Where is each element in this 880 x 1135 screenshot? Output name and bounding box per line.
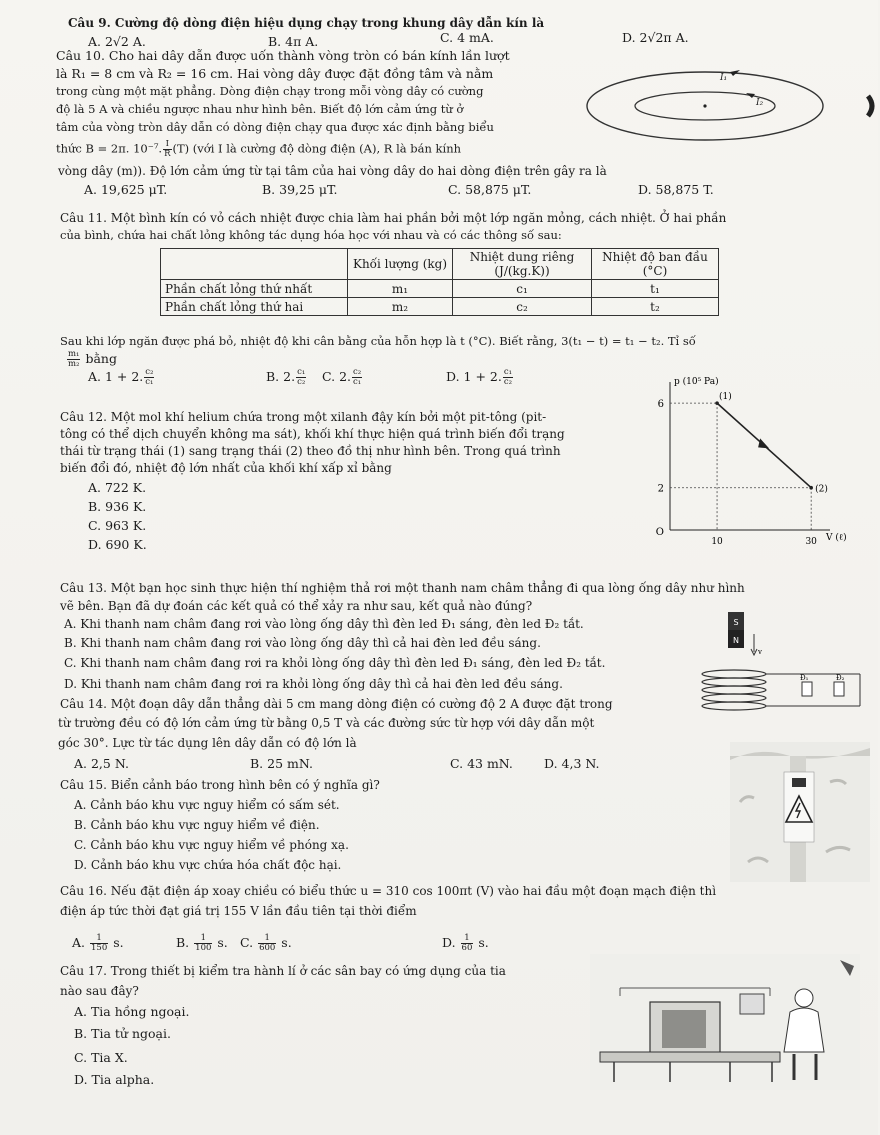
y-tick-label: 2 bbox=[657, 483, 664, 495]
table-cell: c₁ bbox=[453, 280, 592, 298]
magnet-s-label: S bbox=[733, 618, 739, 627]
q11-line-3: Sau khi lớp ngăn được phá bỏ, nhiệt độ khi cân bằng của hỗn hợp là t (°C). Biết rằng, 3(t₁ − t) = t₁ − t₂. Tỉ số bbox=[60, 334, 696, 348]
q10-line-1: Câu 10. Cho hai dây dẫn được uốn thành vòng tròn có bán kính lần lượt bbox=[56, 48, 510, 63]
table-header-row bbox=[161, 249, 719, 280]
q9-heading: Câu 9. Cường độ dòng điện hiệu dụng chạy trong khung dây dẫn kín là bbox=[68, 16, 545, 30]
q14-line-1: Câu 14. Một đoạn dây dẫn thẳng dài 5 cm mang dòng điện có cường độ 2 A được đặt trong bbox=[60, 697, 613, 711]
led-d1 bbox=[802, 682, 812, 696]
q10-line-5: tâm của vòng tròn dây dẫn có dòng điện chạy qua được xác định bằng biểu bbox=[56, 120, 494, 134]
q12-option-a: A. 722 K. bbox=[88, 480, 147, 495]
origin-label: O bbox=[655, 527, 664, 538]
q15-option-d: D. Cảnh báo khu vực chứa hóa chất độc hại. bbox=[74, 858, 342, 872]
q17-line-2: nào sau đây? bbox=[60, 984, 139, 998]
led-d2-label: Đ₂ bbox=[836, 674, 845, 682]
table-cell: Phần chất lỏng thứ nhất bbox=[161, 280, 348, 298]
q13-magnet-coil-figure bbox=[700, 604, 870, 734]
table-header-cell bbox=[161, 249, 348, 280]
magnet-n-label: N bbox=[733, 636, 739, 645]
q12-option-d: D. 690 K. bbox=[88, 537, 147, 552]
q11-line-1: Câu 11. Một bình kín có vỏ cách nhiệt được chia làm hai phần bởi một lớp ngăn mỏng, cách nhiệt. Ở hai phần bbox=[60, 211, 727, 225]
q11-option-d: D. 1 + 2. $\frac{\text{c₁}}{\text{c₂}}$ bbox=[446, 367, 512, 387]
q10-formula-pre: thức B = 2π. 10⁻⁷. bbox=[56, 141, 163, 156]
q12-line-2: tông có thể dịch chuyển không ma sát), khối khí thực hiện quá trình biến đổi trạng bbox=[60, 427, 565, 441]
q9-option-d: D. 2√2π A. bbox=[622, 30, 689, 45]
q13-line-2: vẽ bên. Bạn đã dự đoán các kết quả có thể xảy ra như sau, kết quả nào đúng? bbox=[60, 599, 533, 613]
q14-line-2: từ trường đều có độ lớn cảm ứng từ bằng 0,5 T và các đường sức từ hợp với dây dẫn một bbox=[58, 716, 595, 730]
table-row bbox=[161, 280, 719, 298]
q12-option-c: C. 963 K. bbox=[88, 518, 147, 533]
q10-line-7: vòng dây (m)). Độ lớn cảm ứng từ tại tâm của hai vòng dây do hai dòng điện trên gây ra là bbox=[58, 164, 607, 178]
q17-baggage-scanner-illustration bbox=[590, 954, 860, 1090]
operator-head bbox=[795, 989, 813, 1007]
q16-line-1: Câu 16. Nếu đặt điện áp xoay chiều có biểu thức u = 310 cos 100πt (V) vào hai đầu một đoạn mạch điện thì bbox=[60, 884, 717, 898]
table-cell: Phần chất lỏng thứ hai bbox=[161, 298, 348, 316]
q17-line-1: Câu 17. Trong thiết bị kiểm tra hành lí ở các sân bay có ứng dụng của tia bbox=[60, 964, 506, 978]
led-d2 bbox=[834, 682, 844, 696]
q17-option-a: A. Tia hồng ngoại. bbox=[74, 1004, 190, 1019]
q12-pv-graph bbox=[630, 370, 847, 550]
table-header-cell: Nhiệt dung riêng (J/(kg.K)) bbox=[453, 249, 592, 280]
x-tick-label: 10 bbox=[711, 537, 723, 547]
q17-option-c: C. Tia X. bbox=[74, 1050, 128, 1065]
q10-line-2: là R₁ = 8 cm và R₂ = 16 cm. Hai vòng dây được đặt đồng tâm và nằm bbox=[56, 66, 494, 81]
q13-option-d: D. Khi thanh nam châm đang rơi ra khỏi lòng ống dây thì cả hai đèn led đều sáng. bbox=[64, 677, 563, 691]
q11-ratio-fraction: $\frac{\text{m₁}}{\text{m₂}}$ bbox=[68, 349, 80, 369]
q11-line-2: của bình, chứa hai chất lỏng không tác dụng hóa học với nhau và có các thông số sau: bbox=[60, 228, 562, 242]
y-axis-label: p (10⁵ Pa) bbox=[674, 377, 719, 387]
table-header-cell: Nhiệt độ ban đầu (°C) bbox=[592, 249, 719, 280]
q17-option-b: B. Tia tử ngoại. bbox=[74, 1026, 171, 1041]
q14-line-3: góc 30°. Lực từ tác dụng lên dây dẫn có độ lớn là bbox=[58, 736, 357, 750]
q15-option-a: A. Cảnh báo khu vực nguy hiểm có sấm sét. bbox=[74, 798, 340, 812]
state-point bbox=[809, 486, 813, 490]
table-row bbox=[161, 298, 719, 316]
q14-option-d: D. 4,3 N. bbox=[544, 756, 600, 771]
table-cell: c₂ bbox=[453, 298, 592, 316]
q15-warning-sign-photo bbox=[730, 742, 870, 882]
conveyor-belt bbox=[600, 1052, 780, 1062]
q16-line-2: điện áp tức thời đạt giá trị 155 V lần đầu tiên tại thời điểm bbox=[60, 904, 417, 918]
q15-option-b: B. Cảnh báo khu vực nguy hiểm về điện. bbox=[74, 818, 320, 832]
led-d1-label: Đ₁ bbox=[800, 674, 809, 682]
q9-option-a: A. 2√2 A. bbox=[88, 34, 146, 49]
x-tick-label: 30 bbox=[805, 537, 817, 547]
q11-option-a: A. 1 + 2. $\frac{\text{c₂}}{\text{c₁}}$ bbox=[88, 367, 154, 387]
q10-line-6 bbox=[56, 140, 461, 159]
q11-option-c: C. 2. $\frac{\text{c₂}}{\text{c₁}}$ bbox=[322, 367, 362, 387]
q12-line-1: Câu 12. Một mol khí helium chứa trong một xilanh đậy kín bởi một pit-tông (pit- bbox=[60, 410, 547, 424]
q13-option-b: B. Khi thanh nam châm đang rơi vào lòng ống dây thì cả hai đèn led đều sáng. bbox=[64, 636, 541, 650]
q14-option-c: C. 43 mN. bbox=[450, 756, 513, 771]
q13-line-1: Câu 13. Một bạn học sinh thực hiện thí nghiệm thả rơi một thanh nam châm thẳng đi qua lòng ống dây như hình bbox=[60, 581, 745, 595]
q10-concentric-loops-figure bbox=[580, 58, 880, 158]
table-cell: t₂ bbox=[592, 298, 719, 316]
q11-option-b: B. 2. $\frac{\text{c₁}}{\text{c₂}}$ bbox=[266, 367, 306, 387]
state-2-label: (2) bbox=[815, 484, 828, 495]
x-axis-label: V (ℓ) bbox=[826, 533, 847, 543]
q16-option-b: B. $\frac{1}{100}$ s. bbox=[176, 933, 228, 953]
q16-option-c: C. $\frac{1}{600}$ s. bbox=[240, 933, 292, 953]
table-cell: m₂ bbox=[348, 298, 453, 316]
q10-fig-label-i2: I₂ bbox=[756, 98, 764, 108]
q14-option-b: B. 25 mN. bbox=[250, 756, 313, 771]
coil bbox=[702, 670, 766, 710]
q16-option-d: D. $\frac{1}{60}$ s. bbox=[442, 933, 489, 953]
q15-line-1: Câu 15. Biển cảnh báo trong hình bên có ý nghĩa gì? bbox=[60, 778, 380, 792]
q10-fig-label-i1: I₁ bbox=[720, 73, 728, 83]
q10-option-b: B. 39,25 μT. bbox=[262, 182, 338, 197]
q9-option-b: B. 4π A. bbox=[268, 34, 319, 49]
state-1-label: (1) bbox=[719, 392, 732, 403]
q10-formula-post: (T) (với I là cường độ dòng điện (A), R là bán kính bbox=[172, 141, 462, 156]
q10-option-c: C. 58,875 μT. bbox=[448, 182, 532, 197]
q9-option-c: C. 4 mA. bbox=[440, 30, 494, 45]
y-tick-label: 6 bbox=[657, 399, 664, 411]
q11-ratio bbox=[66, 350, 117, 369]
q10-line-4: độ là 5 A và chiều ngược nhau như hình bên. Biết độ lớn cảm ứng từ ở bbox=[56, 102, 464, 116]
q10-option-a: A. 19,625 μT. bbox=[84, 182, 168, 197]
q13-option-a: A. Khi thanh nam châm đang rơi vào lòng ống dây thì đèn led Đ₁ sáng, đèn led Đ₂ tắt. bbox=[64, 617, 584, 631]
velocity-label: v bbox=[758, 648, 762, 656]
q10-line-3: trong cùng một mặt phẳng. Dòng điện chạy trong mỗi vòng dây có cường bbox=[56, 84, 484, 98]
q10-option-d: D. 58,875 T. bbox=[638, 182, 714, 197]
table-cell: m₁ bbox=[348, 280, 453, 298]
monitor-icon bbox=[740, 994, 764, 1014]
q11-parameter-table bbox=[160, 248, 719, 316]
q12-option-b: B. 936 K. bbox=[88, 499, 147, 514]
operator-body bbox=[784, 1008, 824, 1052]
q17-option-d: D. Tia alpha. bbox=[74, 1072, 155, 1087]
q12-line-3: thái từ trạng thái (1) sang trạng thái (2) theo đồ thị như hình bên. Trong quá trình bbox=[60, 444, 561, 458]
q16-option-a: A. $\frac{1}{150}$ s. bbox=[72, 933, 124, 953]
table-cell: t₁ bbox=[592, 280, 719, 298]
process-arrow bbox=[758, 438, 769, 448]
q15-option-c: C. Cảnh báo khu vực nguy hiểm về phóng xạ. bbox=[74, 838, 349, 852]
q14-option-a: A. 2,5 N. bbox=[74, 756, 129, 771]
q10-formula-fraction: $\frac{I}{R}$ bbox=[164, 139, 171, 159]
q11-ratio-tail: bằng bbox=[85, 351, 117, 366]
q13-option-c: C. Khi thanh nam châm đang rơi ra khỏi lòng ống dây thì đèn led Đ₁ sáng, đèn led Đ₂ tắt. bbox=[64, 656, 606, 670]
q12-line-4: biến đổi đó, nhiệt độ lớn nhất của khối khí xấp xỉ bằng bbox=[60, 461, 392, 475]
table-header-cell: Khối lượng (kg) bbox=[348, 249, 453, 280]
